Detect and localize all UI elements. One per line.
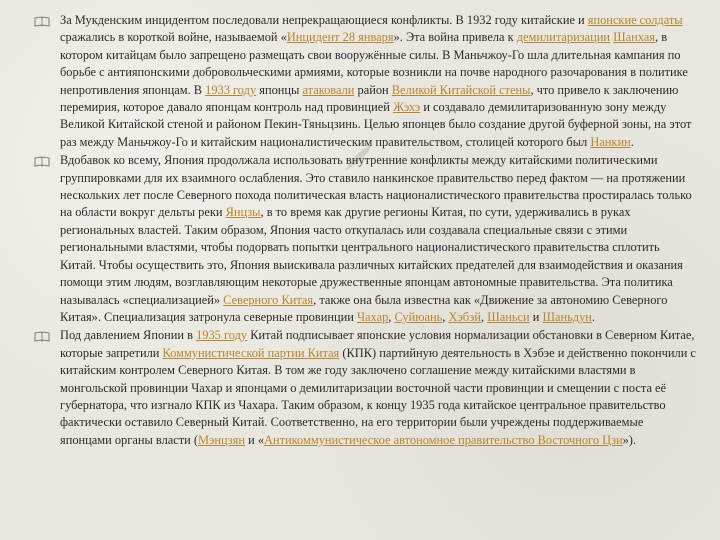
paragraph-text bbox=[60, 153, 692, 324]
paragraph-text bbox=[60, 13, 691, 149]
text-run: сражались в короткой войне, называемой « bbox=[60, 30, 287, 45]
inline-link[interactable]: Антикоммунистическое автономное правительство Восточного Цзи bbox=[264, 432, 623, 447]
inline-link[interactable]: Жэхэ bbox=[392, 100, 421, 115]
text-run: , в то время как другие регионы Китая, по сути, удерживались в руках региональных властей. Таким образом, Япония часто откупалась или создавала специальные связи с этими региональными властями, чтобы подорвать попытки центрального националистического правительства сплотить Китай. Чтобы осуществить это, Япония выискивала различных китайских предателей для взаимодействия и оказания помощи этим людям, возглавляющим некоторые дружественные японцам автономные правительства. Эта политика называлась «специализацией» bbox=[60, 205, 683, 307]
inline-link[interactable]: Чахар bbox=[356, 309, 389, 324]
book-bullet-icon bbox=[34, 15, 50, 26]
text-run: »). bbox=[622, 432, 637, 447]
text-run: и создавало демилитаризованную зону между Великой Китайской стеной и районом Пекин-Тяньцзинь. Целью японцев было создание другой буферной зоны, на этот раз между Маньчжоу-Го и китайским националистическим правительством, столицей которого был bbox=[60, 100, 692, 149]
book-bullet-icon bbox=[34, 330, 50, 341]
inline-link[interactable]: Шаньси bbox=[487, 309, 530, 324]
inline-link[interactable]: Великой Китайской стены bbox=[391, 82, 531, 97]
inline-link[interactable]: атаковали bbox=[302, 82, 355, 97]
text-run: , также она была известна как «Движение за автономию Северного Китая». Специализация затронула северные провинции bbox=[60, 292, 668, 324]
bullet-paragraph bbox=[34, 327, 698, 449]
inline-link[interactable]: японские солдаты bbox=[587, 13, 683, 27]
bullet-paragraph bbox=[34, 152, 698, 326]
inline-link[interactable]: 1933 году bbox=[205, 82, 257, 97]
text-run: и « bbox=[245, 432, 265, 447]
text-run: . bbox=[630, 134, 634, 149]
inline-link[interactable]: Инцидент 28 января bbox=[286, 30, 394, 45]
text-run: Вдобавок ко всему, Япония продолжала использовать внутренние конфликты между китайскими политическими группировками для их взаимного ослабления. Это ставило нанкинское правительство перед фактом — на протяжении нескольких лет после Северного похода политическая власть националистического правительства простиралась только на области вокруг дельты реки bbox=[60, 153, 692, 220]
inline-link[interactable]: демилитаризации bbox=[516, 30, 611, 45]
inline-link[interactable]: Мэнцзян bbox=[198, 432, 246, 447]
book-bullet-icon bbox=[34, 155, 50, 166]
text-run: , bbox=[388, 309, 395, 324]
text-run: , bbox=[481, 309, 488, 324]
text-run: (КПК) партийную деятельность в Хэбэе и действенно покончили с китайским контролем Северного Китая. В том же году заключено соглашение между китайскими властями в монгольской провинции Чахар и японцами о демилитаризации восточной части провинции и смещении с поста её губернатора, что изгнало КПК из Чахара. Таким образом, к концу 1935 года китайское центральное правительство фактически оставило Северный Китай. Соответственно, на его территории были учреждены поддерживаемые японцами органы власти ( bbox=[60, 345, 696, 447]
text-run: ». Эта война привела к bbox=[393, 30, 517, 45]
inline-link[interactable]: Северного Китая bbox=[223, 292, 314, 307]
inline-link[interactable]: Суйюань bbox=[394, 309, 443, 324]
inline-link[interactable]: Янцзы bbox=[225, 205, 261, 220]
text-run: . bbox=[591, 309, 596, 324]
text-run: , в котором китайцам было запрещено размещать свои вооружённые силы. В Маньчжоу-Го шла длительная кампания по борьбе с антияпонскими добровольческими армиями, которые возникли на почве народного разочарования в политике непротивления японцам. В bbox=[60, 30, 688, 97]
inline-link[interactable]: Коммунистической партии Китая bbox=[162, 345, 340, 360]
paragraph-text bbox=[60, 328, 696, 446]
text-run: , bbox=[442, 309, 449, 324]
text-run: , что привело к заключению перемирия, которое давало японцам контроль над провинцией bbox=[60, 82, 679, 115]
inline-link[interactable]: Шанхая bbox=[613, 30, 655, 45]
inline-link[interactable]: Шаньдун bbox=[542, 309, 592, 324]
text-run: Под давлением Японии в bbox=[60, 328, 197, 343]
text-run: и bbox=[529, 309, 543, 324]
inline-link[interactable]: Хэбэй bbox=[448, 309, 482, 324]
bullet-paragraph bbox=[34, 12, 698, 151]
text-run: японцы bbox=[256, 82, 303, 97]
bullet-list bbox=[34, 12, 698, 449]
text-run: Китай подписывает японские условия нормализации обстановки в Северном Китае, которые запретили bbox=[60, 328, 695, 360]
text-run: За Мукденским инцидентом последовали непрекращающиеся конфликты. В 1932 году китайские и bbox=[60, 13, 588, 27]
inline-link[interactable]: 1935 году bbox=[196, 328, 248, 343]
text-run: район bbox=[354, 82, 392, 97]
inline-link[interactable]: Нанкин bbox=[590, 134, 631, 149]
